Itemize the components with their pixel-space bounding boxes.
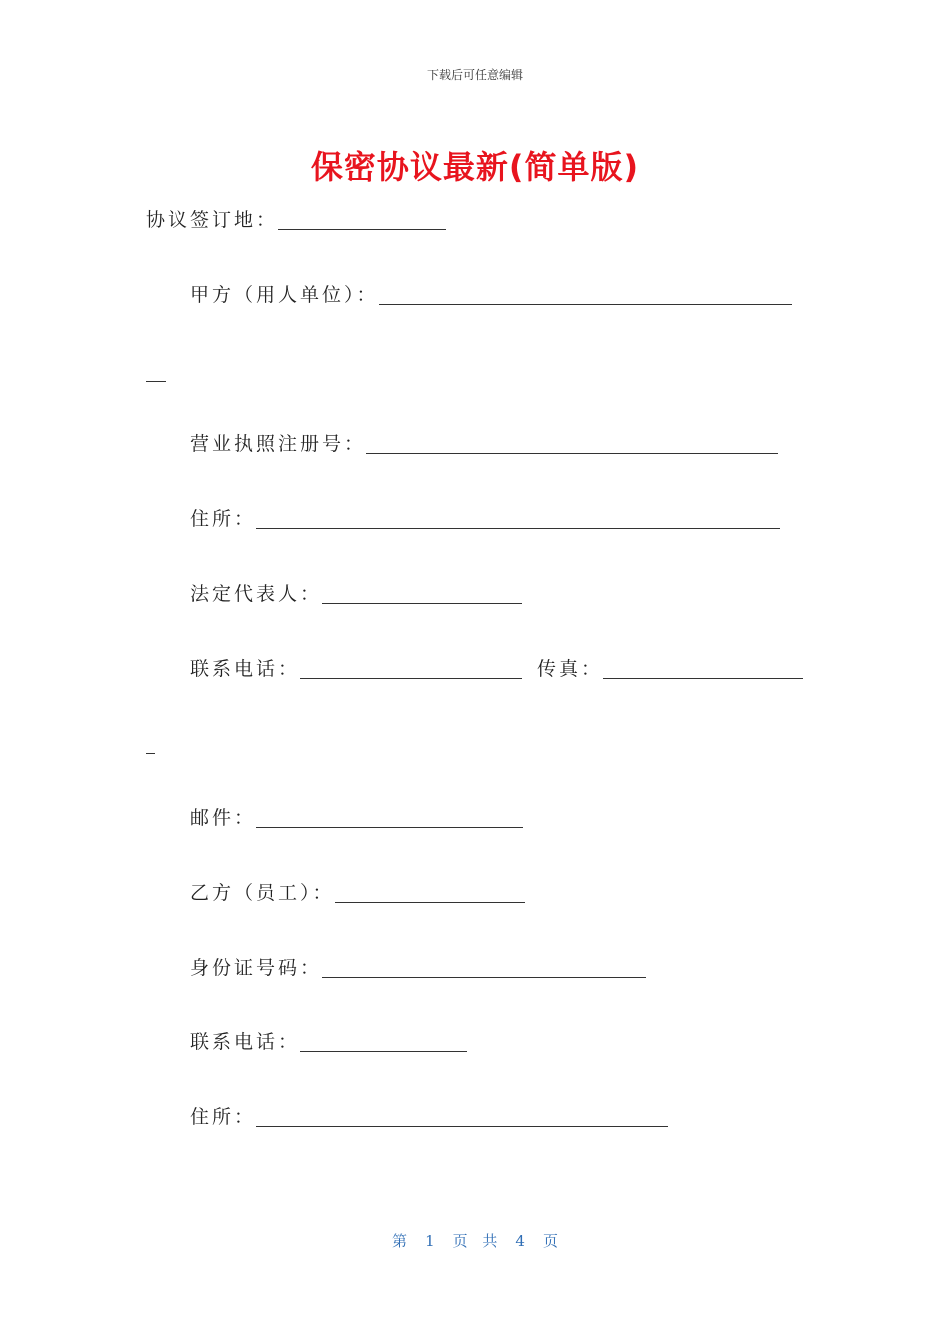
label-party-b: 乙方（员工）： [190, 882, 335, 904]
field-id-number [190, 954, 646, 982]
field-phone-b [190, 1028, 467, 1056]
footer-total-pages: 4 [515, 1232, 525, 1250]
blank-signing-place[interactable] [278, 209, 446, 230]
label-phone-b: 联系电话： [190, 1031, 301, 1053]
field-email [190, 804, 523, 832]
field-address-b [190, 1103, 668, 1131]
field-fax [537, 655, 803, 683]
blank-party-a[interactable] [379, 284, 792, 305]
blank-business-license[interactable] [366, 433, 778, 454]
page-footer [0, 1230, 950, 1251]
blank-email[interactable] [256, 807, 523, 828]
wrapped-underline-party-a [146, 380, 166, 382]
footer-current-page: 1 [425, 1232, 435, 1250]
blank-phone-b[interactable] [300, 1031, 467, 1052]
field-address-a [190, 505, 780, 533]
field-signing-place [146, 206, 446, 234]
field-party-a [190, 281, 792, 309]
blank-id-number[interactable] [322, 957, 646, 978]
page-header-note: 下载后可任意编辑 [426, 68, 523, 82]
label-address-a: 住所： [190, 508, 257, 530]
field-business-license [190, 430, 778, 458]
blank-legal-rep[interactable] [322, 583, 522, 604]
document-title: 保密协议最新(简单版) [310, 148, 640, 186]
blank-phone-a[interactable] [300, 658, 522, 679]
blank-party-b[interactable] [335, 882, 525, 903]
label-address-b: 住所： [190, 1106, 257, 1128]
label-email: 邮件： [190, 807, 257, 829]
field-legal-rep [190, 580, 522, 608]
label-business-license: 营业执照注册号： [190, 433, 367, 455]
footer-suffix: 页 [542, 1232, 558, 1250]
label-phone-a: 联系电话： [190, 658, 301, 680]
label-fax: 传真： [537, 658, 604, 680]
blank-fax[interactable] [603, 658, 803, 679]
label-signing-place: 协议签订地： [146, 209, 279, 231]
wrapped-underline-fax [146, 752, 155, 754]
label-id-number: 身份证号码： [190, 957, 323, 979]
field-phone-a [190, 655, 522, 683]
label-party-a: 甲方（用人单位）： [190, 284, 379, 306]
label-legal-rep: 法定代表人： [190, 583, 323, 605]
blank-address-b[interactable] [256, 1106, 668, 1127]
blank-address-a[interactable] [256, 508, 780, 529]
footer-middle: 页 共 [452, 1232, 498, 1250]
footer-prefix: 第 [392, 1232, 408, 1250]
field-party-b [190, 879, 525, 907]
